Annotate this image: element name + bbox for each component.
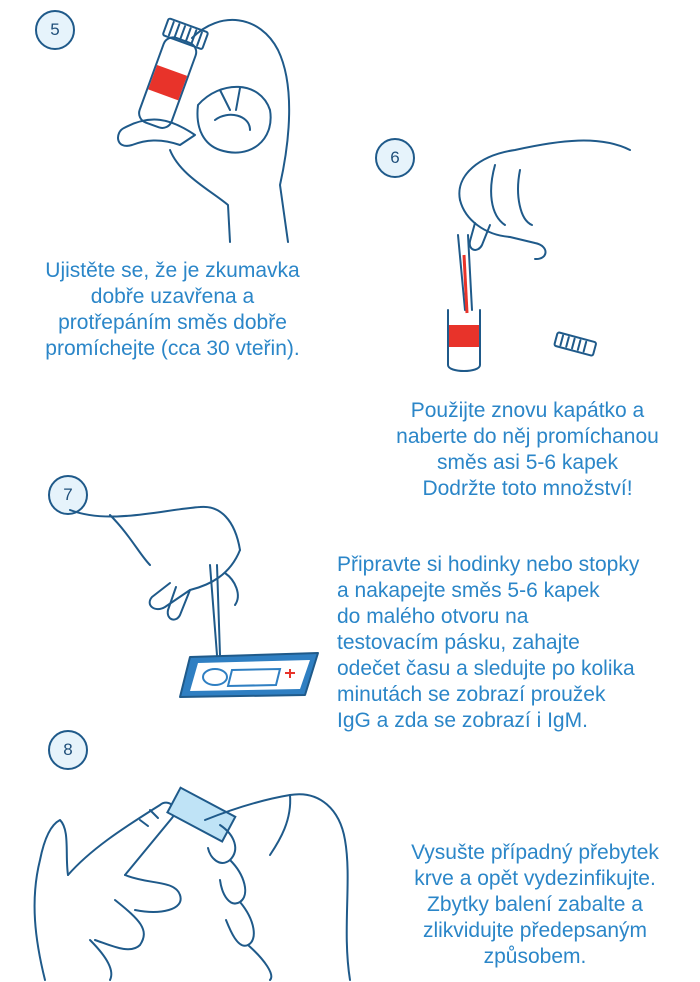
step-7-line-5: odečet času a sledujte po kolika [337, 657, 635, 680]
step-8-line-2: krve a opět vydezinfikujte. [414, 867, 656, 890]
step-6-caption [355, 398, 700, 502]
step-5-line-3: protřepáním směs dobře [58, 311, 287, 334]
step-5-caption [0, 258, 345, 362]
step-6-line-3: směs asi 5-6 kapek [437, 451, 618, 474]
step-7-line-3: do malého otvoru na [337, 605, 529, 628]
step-7-line-2: a nakapejte směs 5-6 kapek [337, 579, 600, 602]
step-7-line-1: Připravte si hodinky nebo stopky [337, 553, 640, 576]
step-7-line-7: IgG a zda se zobrazí i IgM. [337, 709, 588, 732]
step-7-caption [337, 552, 697, 734]
step-8-caption [370, 840, 700, 970]
step-6-line-1: Použijte znovu kapátko a [410, 399, 645, 422]
step-8-number: 8 [63, 740, 73, 759]
step-6-badge [375, 138, 415, 178]
step-7-illustration [70, 495, 325, 705]
step-5-number: 5 [50, 20, 60, 39]
step-6-illustration [420, 125, 695, 385]
step-7-line-6: minutách se zobrazí proužek [337, 683, 606, 706]
step-8-illustration [30, 780, 360, 980]
step-5-line-4: promíchejte (cca 30 vteřin). [45, 337, 300, 360]
step-8-badge [48, 730, 88, 770]
step-7-line-4: testovacím pásku, zahajte [337, 631, 580, 654]
step-8-line-5: způsobem. [483, 945, 587, 968]
step-8-line-1: Vysušte případný přebytek [411, 841, 659, 864]
step-6-line-2: naberte do něj promíchanou [396, 425, 659, 448]
step-5-illustration [110, 10, 310, 245]
step-6-number: 6 [390, 148, 400, 167]
step-6-line-4: Dodržte toto množství! [422, 477, 633, 500]
step-8-line-3: Zbytky balení zabalte a [427, 893, 643, 916]
step-7-number: 7 [63, 485, 73, 504]
step-8-line-4: zlikvidujte předepsaným [422, 919, 648, 942]
step-5-badge [35, 10, 75, 50]
step-5-line-1: Ujistěte se, že je zkumavka [45, 259, 300, 282]
step-5-line-2: dobře uzavřena a [90, 285, 255, 308]
